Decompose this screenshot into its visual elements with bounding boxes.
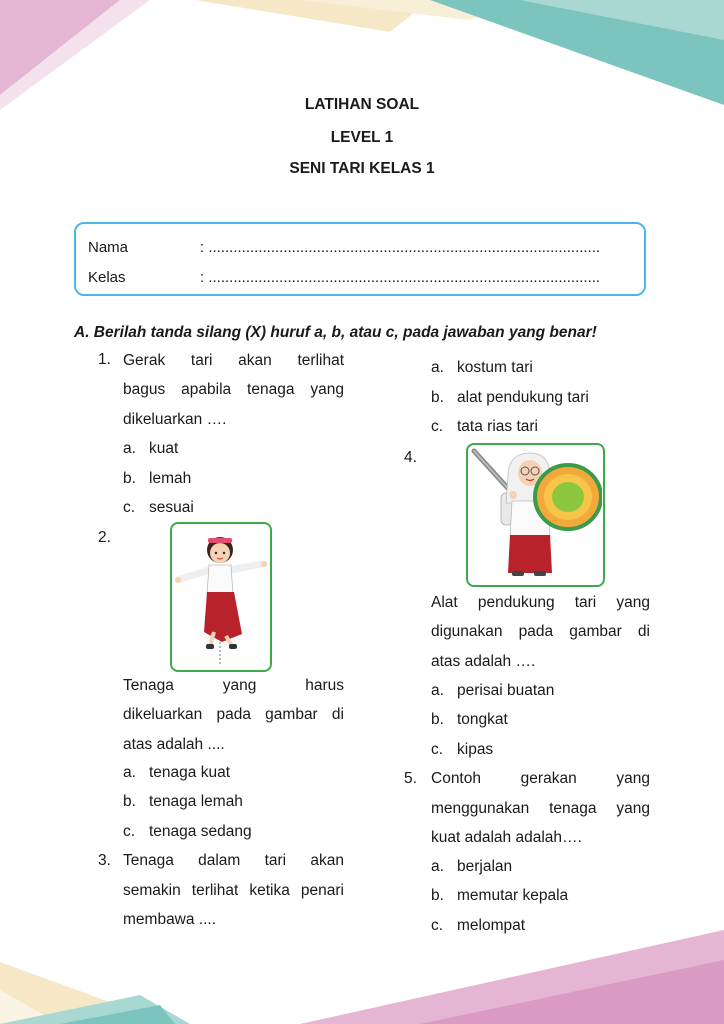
- question-text-line: membawa ....: [123, 911, 217, 928]
- question-text-line: dikeluarkan pada gambar di: [123, 706, 344, 723]
- worksheet-level: LEVEL 1: [330, 129, 394, 146]
- option-letter: b.: [123, 793, 136, 810]
- option-text: perisai buatan: [457, 682, 555, 699]
- option-text: kuat: [149, 440, 179, 457]
- name-label: Nama: [88, 239, 129, 256]
- question-text-line: Gerak tari akan terlihat: [123, 352, 344, 369]
- option-text: kostum tari: [457, 359, 533, 376]
- question-number: 2.: [98, 529, 111, 546]
- question-text-line: Contoh gerakan yang: [431, 770, 650, 787]
- question-number: 4.: [404, 449, 417, 466]
- option-letter: a.: [431, 858, 444, 875]
- option-text: sesuai: [149, 499, 194, 516]
- name-field[interactable]: : ..............................................................................................: [200, 239, 601, 256]
- question-text-line: menggunakan tenaga yang: [431, 800, 650, 817]
- question-number: 5.: [404, 770, 417, 787]
- option-text: berjalan: [457, 858, 513, 875]
- worksheet-title: LATIHAN SOAL: [304, 96, 420, 113]
- question-text-line: atas adalah ....: [123, 736, 225, 753]
- question-text-line: Tenaga dalam tari akan: [123, 852, 344, 869]
- question-text-line: digunakan pada gambar di: [431, 623, 650, 640]
- question-number: 1.: [98, 351, 111, 368]
- option-text: tenaga lemah: [149, 793, 243, 810]
- option-text: tenaga sedang: [149, 823, 252, 840]
- class-field[interactable]: : ..............................................................................................: [200, 269, 601, 286]
- girl-with-shield-illustration: [468, 445, 602, 584]
- question-text-line: atas adalah ….: [431, 653, 536, 670]
- question-text-line: kuat adalah adalah….: [431, 829, 582, 846]
- worksheet-subject: SENI TARI KELAS 1: [289, 160, 435, 177]
- option-text: tenaga kuat: [149, 764, 231, 781]
- jumping-girl-illustration: [172, 524, 269, 669]
- identity-box: [74, 222, 646, 296]
- question-text-line: dikeluarkan ….: [123, 411, 227, 428]
- dancer-girl-image: [170, 522, 272, 672]
- option-letter: c.: [431, 418, 444, 435]
- option-letter: a.: [431, 682, 444, 699]
- option-letter: c.: [431, 741, 444, 758]
- question-number: 3.: [98, 852, 111, 869]
- option-letter: c.: [123, 823, 136, 840]
- question-text-line: bagus apabila tenaga yang: [123, 381, 344, 398]
- option-letter: c.: [123, 499, 136, 516]
- section-a-instruction: A. Berilah tanda silang (X) huruf a, b, atau c, pada jawaban yang benar!: [74, 324, 597, 341]
- option-text: tata rias tari: [457, 418, 538, 435]
- option-letter: c.: [431, 917, 444, 934]
- option-letter: b.: [123, 470, 136, 487]
- option-letter: a.: [123, 764, 136, 781]
- option-letter: b.: [431, 389, 444, 406]
- option-text: tongkat: [457, 711, 508, 728]
- option-letter: b.: [431, 711, 444, 728]
- question-text-line: Tenaga yang harus: [123, 677, 344, 694]
- option-letter: a.: [123, 440, 136, 457]
- option-text: alat pendukung tari: [457, 389, 589, 406]
- option-text: kipas: [457, 741, 494, 758]
- option-letter: a.: [431, 359, 444, 376]
- option-letter: b.: [431, 887, 444, 904]
- option-text: memutar kepala: [457, 887, 569, 904]
- class-label: Kelas: [88, 269, 126, 286]
- option-text: melompat: [457, 917, 526, 934]
- shield-girl-image: [466, 443, 605, 587]
- question-text-line: Alat pendukung tari yang: [431, 594, 650, 611]
- option-text: lemah: [149, 470, 192, 487]
- question-text-line: semakin terlihat ketika penari: [123, 882, 344, 899]
